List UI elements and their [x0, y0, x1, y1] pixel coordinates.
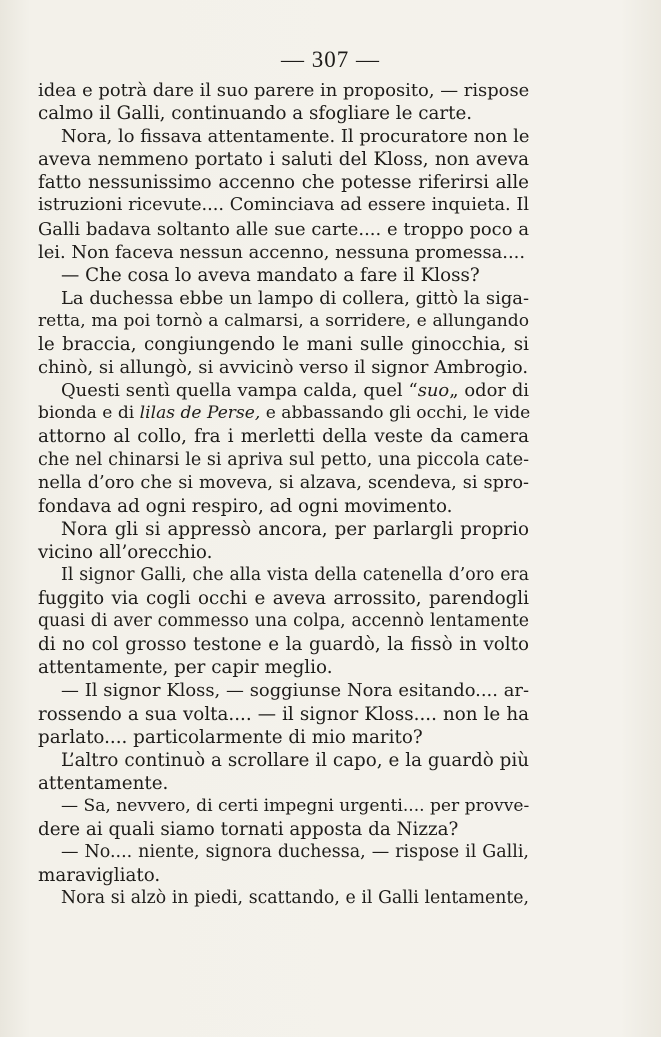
text-segment: e abbassando gli occhi, le vide: [260, 403, 531, 424]
text-line: fatto nessunissimo accenno che potesse riferirsi alle: [38, 172, 529, 194]
text-line: — Che cosa lo aveva mandato a fare il Kloss?: [61, 264, 480, 286]
text-line: idea e potrà dare il suo parere in proposito, — rispose: [38, 80, 530, 101]
text-line: retta, ma poi tornò a calmarsi, a sorridere, e allungando: [38, 310, 529, 331]
text-line: Galli badava soltanto alle sue carte.... e troppo poco a: [38, 218, 529, 240]
text-line: fuggito via cogli occhi e aveva arrossito, parendogli: [38, 588, 529, 610]
body-text: [38, 79, 529, 910]
text-line: [38, 379, 529, 402]
text-line: attentamente.: [38, 772, 169, 794]
text-line: quasi di aver commesso una colpa, accennò lentamente: [38, 611, 529, 632]
page-number: — 307 —: [281, 47, 380, 72]
text-segment: „ odor di: [449, 380, 529, 402]
text-line: istruzioni ricevute.... Cominciava ad essere inquieta. Il: [38, 195, 529, 216]
text-line: Nora si alzò in piedi, scattando, e il Galli lentamente,: [61, 888, 529, 909]
text-line: — Sa, nevvero, di certi impegni urgenti.... per provve-: [61, 795, 530, 816]
text-line: Nora, lo fissava attentamente. Il procuratore non le: [61, 126, 530, 148]
text-line: calmo il Galli, continuando a sfogliare le carte.: [38, 103, 473, 125]
text-line: rossendo a sua volta.... — il signor Kloss.... non le ha: [38, 703, 529, 725]
italic-word: suo: [417, 380, 450, 402]
text-line: [38, 402, 529, 425]
text-line: dere ai quali siamo tornati apposta da Nizza?: [38, 819, 459, 840]
text-line: attorno al collo, fra i merletti della veste da camera: [38, 426, 529, 448]
text-segment: bionda e di: [38, 403, 140, 424]
text-line: nella d’oro che si moveva, si alzava, scendeva, si spro-: [38, 472, 529, 493]
text-line: vicino all’orecchio.: [38, 541, 213, 563]
text-line: che nel chinarsi le si apriva sul petto, una piccola cate-: [38, 449, 529, 470]
text-line: La duchessa ebbe un lampo di collera, gittò la siga-: [61, 287, 529, 309]
text-line: di no col grosso testone e la guardò, la fissò in volto: [38, 634, 529, 656]
text-line: chinò, si allungò, si avvicinò verso il signor Ambrogio.: [38, 357, 529, 379]
text-line: maravigliato.: [38, 865, 161, 887]
text-line: aveva nemmeno portato i saluti del Kloss, non aveva: [38, 149, 529, 171]
text-line: attentamente, per capir meglio.: [38, 657, 333, 679]
text-line: fondava ad ogni respiro, ad ogni movimento.: [38, 495, 453, 517]
text-line: lei. Non faceva nessun accenno, nessuna promessa....: [38, 241, 526, 263]
italic-phrase: lilas de Perse,: [139, 403, 261, 424]
text-line: Il signor Galli, che alla vista della catenella d’oro era: [61, 564, 529, 585]
text-line: parlato.... particolarmente di mio marito?: [38, 726, 423, 748]
text-line: le braccia, congiungendo le mani sulle ginocchia, si: [38, 334, 529, 356]
text-segment: Questi sentì quella vampa calda, quel “: [61, 380, 418, 402]
text-line: — Il signor Kloss, — soggiunse Nora esitando.... ar-: [61, 680, 529, 702]
text-line: L’altro continuò a scrollare il capo, e la guardò più: [61, 749, 529, 771]
text-line: — No.... niente, signora duchessa, — rispose il Galli,: [61, 842, 529, 863]
text-line: Nora gli si appressò ancora, per parlargli proprio: [61, 518, 529, 540]
